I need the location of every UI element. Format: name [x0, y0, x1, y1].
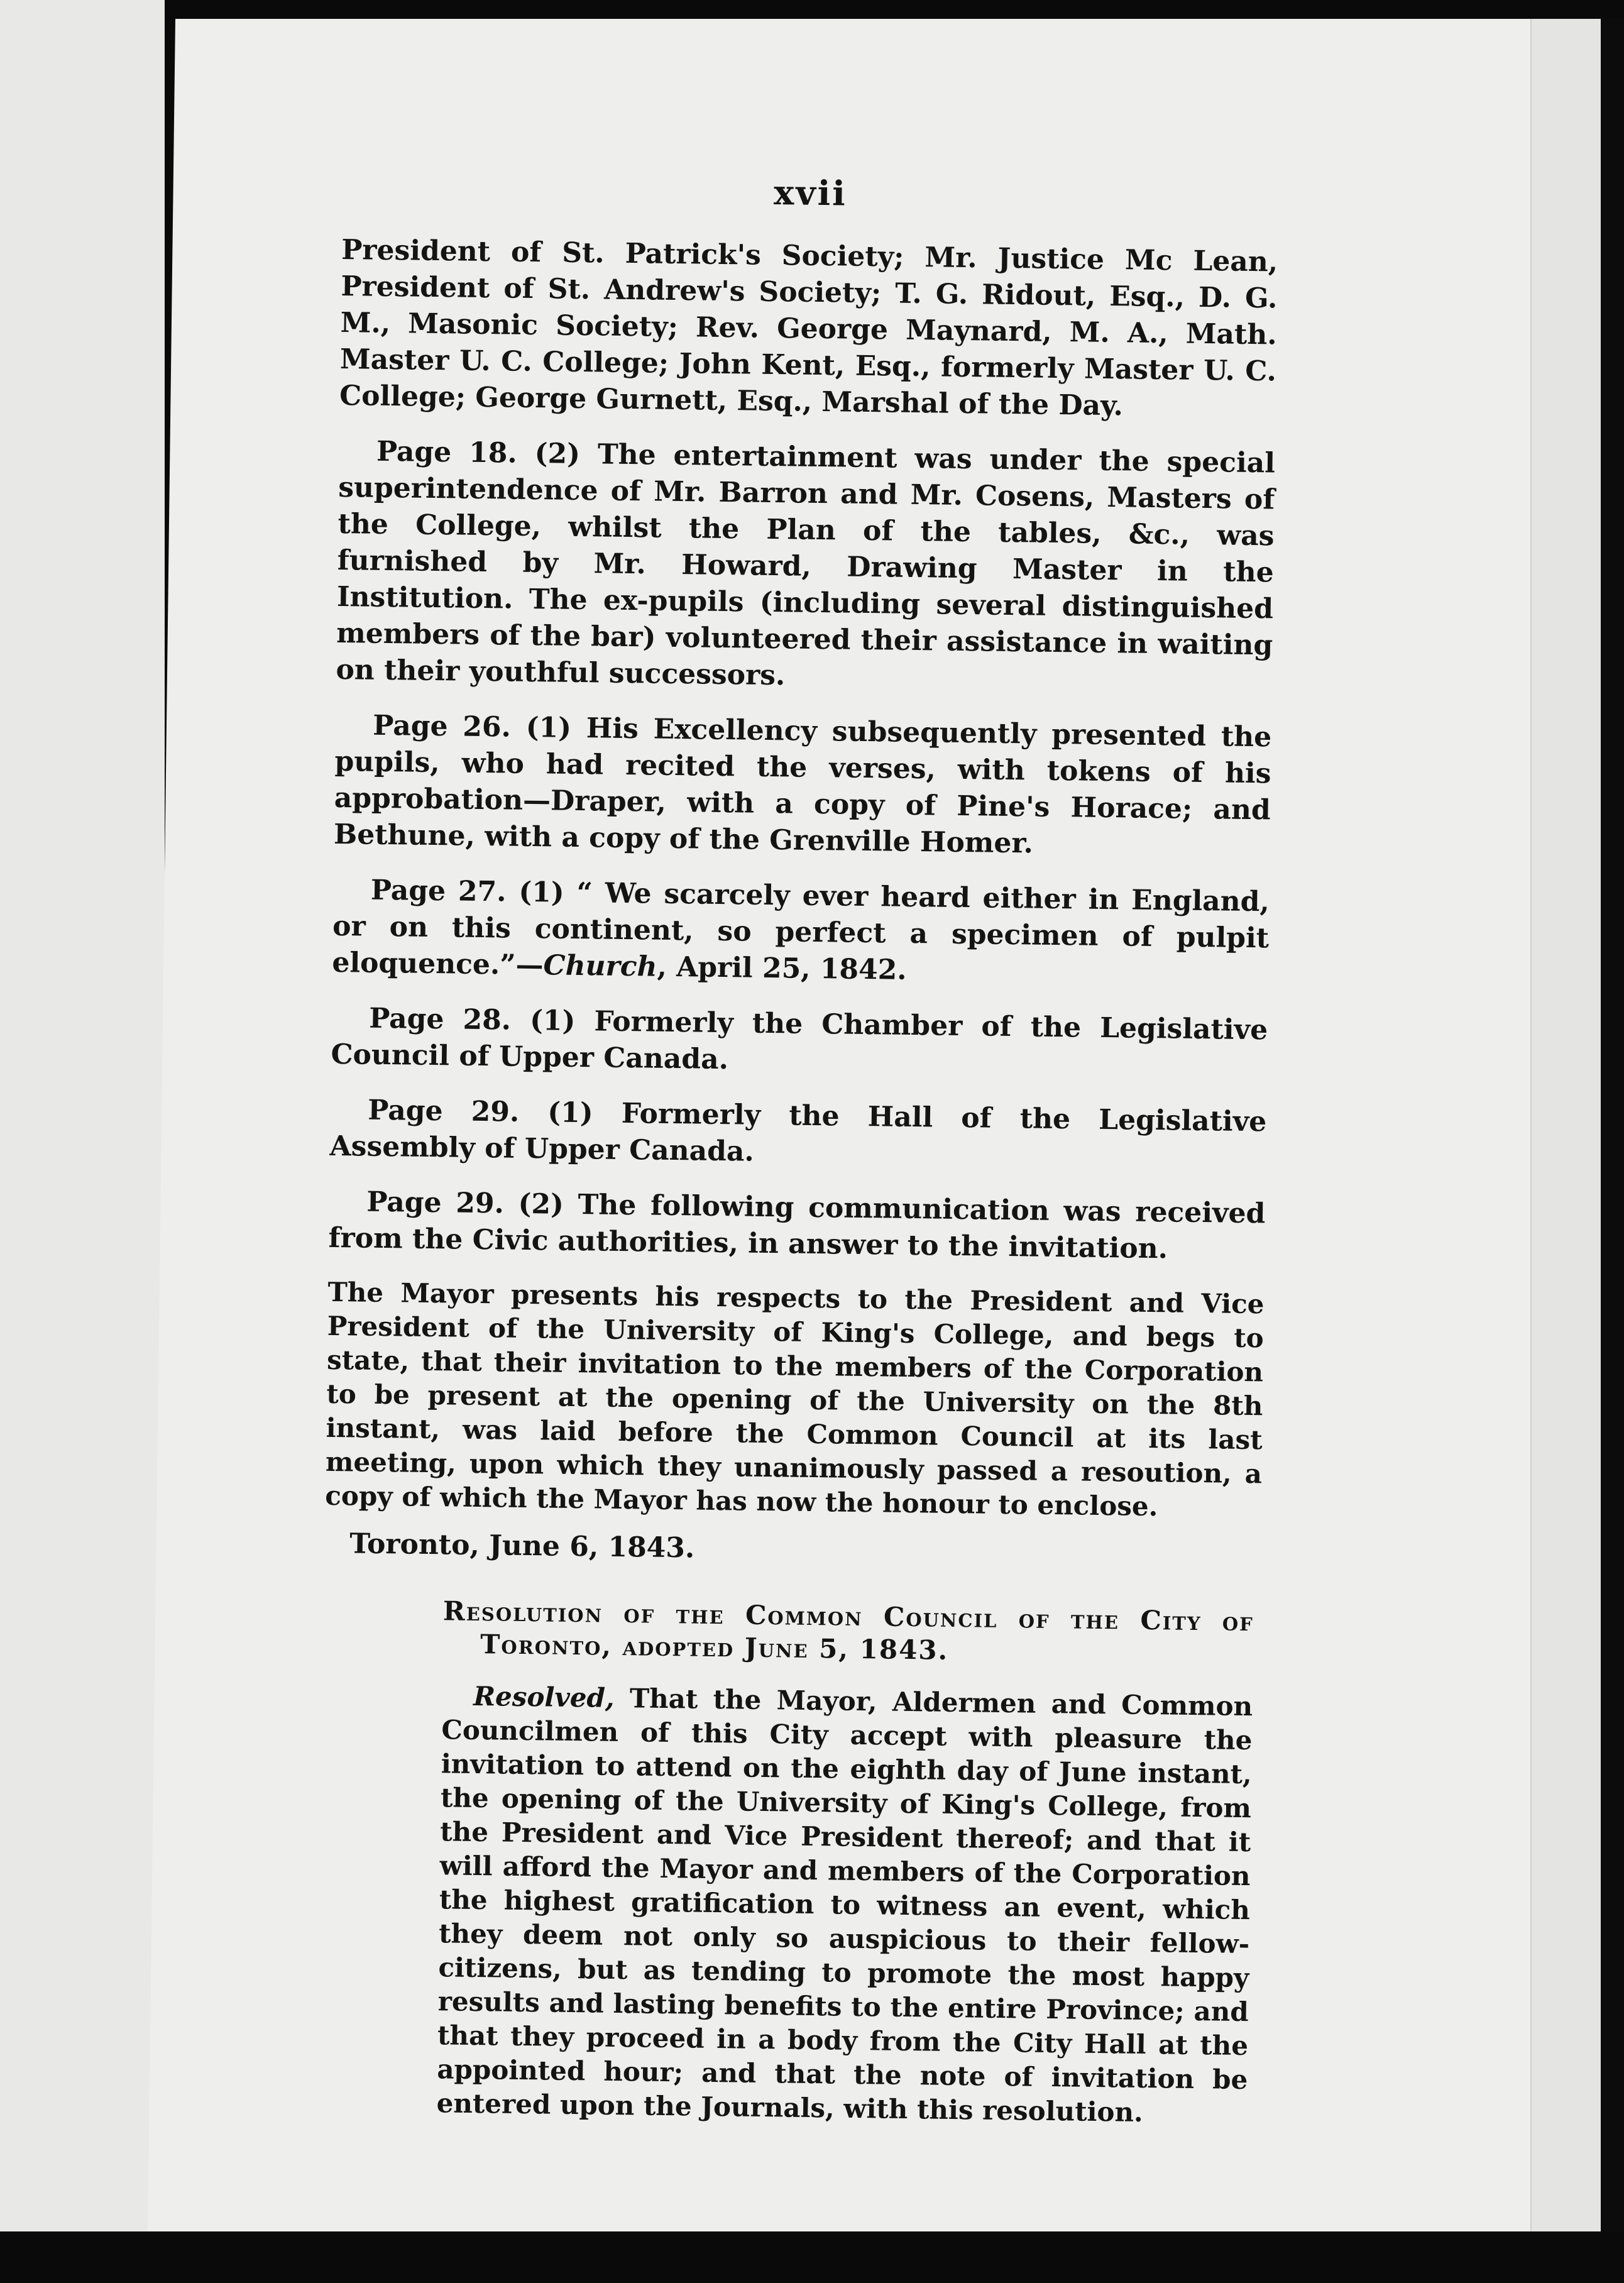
scan-border-bottom [0, 2231, 1624, 2283]
note-page-29-a: Page 29. (1) Formerly the Hall of the Legislative Assembly of Upper Canada. [329, 1094, 1267, 1168]
resolution-resolved: Resolved, [473, 1680, 615, 1714]
resolution-section [436, 1595, 1254, 2131]
note-page-18: Page 18. (2) The entertainment was under the special superintendence of Mr. Barron and Mr. Cosens, Masters of the College, whilst the Plan of the tables, &c., was furnished by Mr. Howard, Drawing Master in the Institution. The ex-pupils (including several distinguished members of the bar) volunteered their assistance in waiting on their youthful successors. [336, 435, 1276, 692]
scan-border-top [195, 0, 1624, 19]
page-text [317, 167, 1279, 2150]
note-page-28: Page 28. (1) Formerly the Chamber of the Legislative Council of Upper Canada. [331, 1002, 1268, 1076]
note-page-26: Page 26. (1) His Excellency subsequently presented the pupils, who had recited the verses, with tokens of his approbation—Draper, with a copy of Pine's Horace; and Bethune, with a copy of the Grenville Homer. [333, 709, 1272, 860]
resolution-body [436, 1679, 1253, 2131]
paragraph-society-list: President of St. Patrick's Society; Mr. Justice Mc Lean, President of St. Andrew's Society; T. G. Ridout, Esq., D. G. M., Masonic Society; Rev. George Maynard, M. A., Math. Master U. C. College; John Kent, Esq., formerly Master U. C. College; George Gurnett, Esq., Marshal of the Day. [339, 233, 1278, 422]
resolution-text: That the Mayor, Aldermen and Common Councilmen of this City accept with pleasure the invitation to attend on the eighth day of June instant, the opening of the University of King's College, from the President and Vice President thereof; and that it will afford the Mayor and members of the Corporation the highest gratification to witness an event, which they deem not only so auspicious to their fellow-citizens, but as tending to promote the most happy results and lasting benefits to the entire Province; and that they proceed in a body from the City Hall at the appointed hour; and that the note of invitation be entered upon the Journals, with this resolution. [436, 1682, 1253, 2128]
note-page-27-date: , April 25, 1842. [657, 950, 907, 986]
page-number: xvii [773, 172, 848, 214]
page-fore-edge [1530, 19, 1601, 2231]
mayor-letter: The Mayor presents his respects to the President and Vice President of the University of King's College, and begs to state, that their invitation to the members of the Corporation to be present at the opening of the University on the 8th instant, was laid before the Common Council at its last meeting, upon which they unanimously passed a resoution, a copy of which the Mayor has now the honour to enclose. [325, 1276, 1265, 1522]
note-page-27 [332, 872, 1270, 993]
facing-page-edge [0, 0, 165, 2283]
note-page-27-text: Page 27. (1) “ We scarcely ever heard either in England, or on this continent, so perfect a specimen of pulpit eloquence.”— [332, 874, 1270, 982]
letter-date: Toronto, June 6, 1843. [349, 1527, 695, 1565]
resolution-heading: Resolution of the Common Council of the City of Toronto, adopted June 5, 1843. [442, 1595, 1254, 1666]
note-page-29-b: Page 29. (2) The following communication was received from the Civic authorities, in answer to the invitation. [328, 1186, 1266, 1265]
note-page-27-source: Church [543, 949, 657, 983]
